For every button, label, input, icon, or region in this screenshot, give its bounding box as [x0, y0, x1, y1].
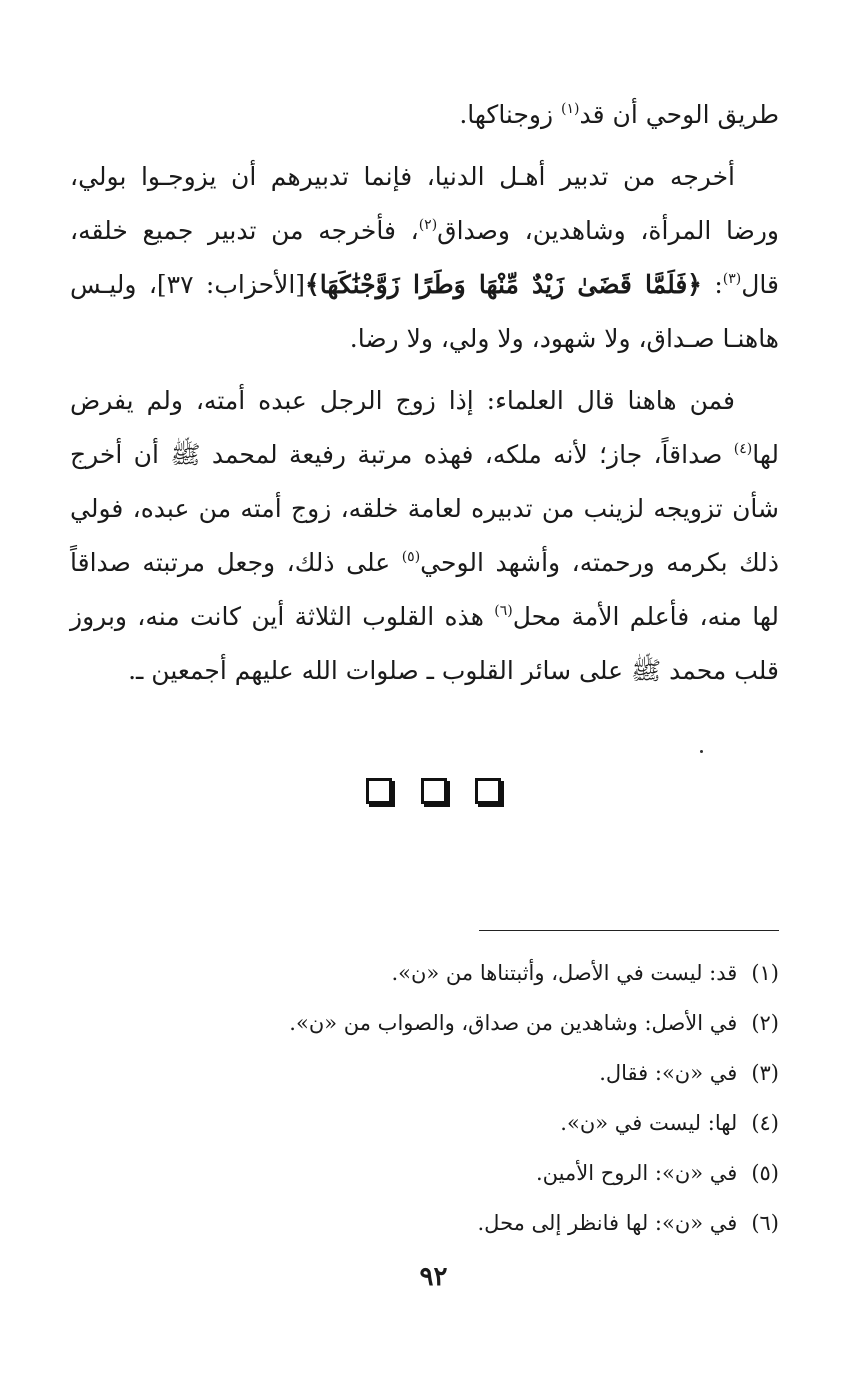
paragraph-2-text-b: ، فأخرجه من تدبير جميع خلقه، قال: [70, 216, 779, 299]
quran-verse: ﴿فَلَمَّا قَضَىٰ زَيْدٌ مِّنْهَا وَطَرًا زَوَّجْنَٰكَهَا﴾: [305, 270, 702, 299]
paragraph-3: [70, 374, 779, 698]
divider-square-icon: [475, 778, 501, 804]
paragraph-2-text-d: ، وليـس هاهنـا صـداق، ولا شهود، ولا ولي، ولا رضا.: [70, 270, 779, 353]
footnote-number: (١): [751, 961, 779, 985]
paragraph-2: [70, 150, 779, 366]
quran-reference: [الأحزاب: ٣٧]: [156, 270, 306, 299]
divider-square-icon: [366, 778, 392, 804]
footnote-text: في «ن»: الروح الأمين.: [535, 1161, 738, 1185]
footnote-item: [70, 1098, 779, 1148]
footnote-number: (٤): [751, 1111, 779, 1135]
footnote-ref-4: (٤): [733, 441, 753, 457]
footnote-text: لها: ليست في «ن».: [560, 1111, 738, 1135]
footnote-item: [70, 1198, 779, 1248]
footnote-ref-5: (٥): [401, 549, 421, 565]
divider-square-icon: [421, 778, 447, 804]
footnote-item: [70, 1148, 779, 1198]
footnotes: [70, 948, 779, 1248]
footnote-item: [70, 948, 779, 998]
footnote-item: [70, 1048, 779, 1098]
print-speck: [700, 750, 703, 753]
paragraph-2-text-c: :: [701, 270, 723, 299]
footnote-text: في «ن»: لها فانظر إلى محل.: [477, 1211, 738, 1235]
paragraph-3-text-c: على ذلك، وجعل مرتبته صداقاً لها منه، فأعلم الأمة محل: [70, 548, 779, 631]
footnote-number: (٢): [751, 1011, 779, 1035]
paragraph-1: [70, 88, 779, 142]
paragraph-2-text-a: أخرجه من تدبير أهـل الدنيا، فإنما تدبيرهم أن يزوجـوا بولي، ورضا المرأة، وشاهدين، وصداق: [70, 162, 779, 245]
paragraph-1-text-b: زوجناكها.: [459, 100, 562, 129]
footnote-ref-2: (٢): [418, 217, 438, 233]
footnote-item: [70, 998, 779, 1048]
footnote-number: (٥): [751, 1161, 779, 1185]
paragraph-1-text-a: طريق الوحي أن قد: [579, 100, 779, 129]
footnote-text: في «ن»: فقال.: [599, 1061, 738, 1085]
section-divider: [0, 778, 867, 811]
footnote-text: في الأصل: وشاهدين من صداق، والصواب من «ن».: [289, 1011, 738, 1035]
main-text: [70, 88, 779, 698]
paragraph-3-text-a: فمن هاهنا قال العلماء: إذا زوج الرجل عبده أمته، ولم يفرض لها: [70, 386, 779, 469]
paragraph-3-text-b: صداقاً، جاز؛ لأنه ملكه، فهذه مرتبة رفيعة لمحمد ﷺ أن أخرج شأن تزويجه لزينب من تدبيره لعامة خلقه، زوج أمته من عبده، فولي ذلك بكرمه ورحمته، وأشهد الوحي: [70, 440, 779, 577]
footnote-ref-6: (٦): [494, 603, 513, 619]
footnote-number: (٦): [751, 1211, 779, 1235]
paragraph-3-text-d: هذه القلوب الثلاثة أين كانت منه، وبروز قلب محمد ﷺ على سائر القلوب ـ صلوات الله عليهم أجمعين ـ.: [70, 602, 779, 685]
footnote-ref-3: (٣): [722, 271, 742, 287]
footnote-text: قد: ليست في الأصل، وأثبتناها من «ن».: [391, 961, 738, 985]
footnote-ref-1: (١): [561, 101, 580, 117]
page-number: ٩٢: [419, 1262, 448, 1292]
footnote-number: (٣): [751, 1061, 779, 1085]
footnote-separator: [479, 930, 779, 931]
